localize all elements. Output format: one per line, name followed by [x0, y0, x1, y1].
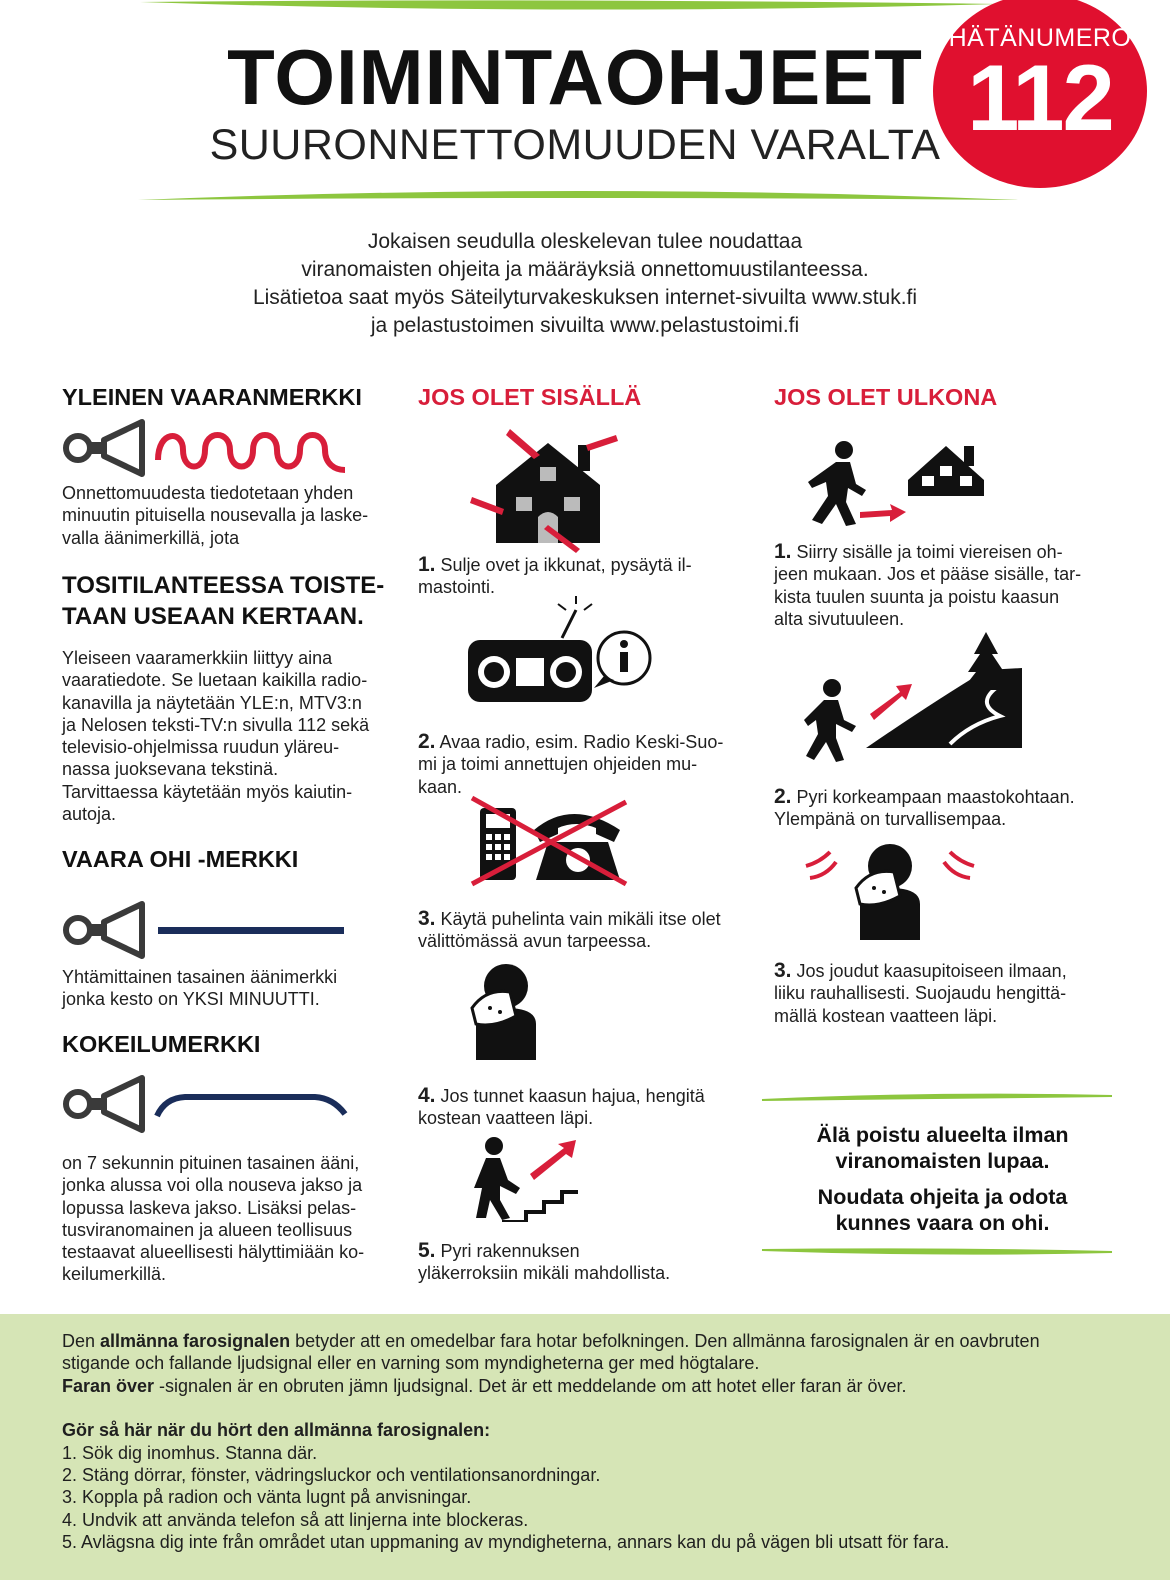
phone-crossed-icon: [468, 794, 633, 889]
siren-icon: [62, 418, 152, 480]
rising-falling-wave-icon: [155, 420, 350, 480]
indoors-heading: JOS OLET SISÄLLÄ: [418, 384, 642, 410]
indoors-step-4: 4. Jos tunnet kaasun hajua, hengitä kostean vaatteen läpi.: [418, 1084, 705, 1129]
notice-stay: Älä poistu alueelta ilman viranomaisten lupaa.: [816, 1123, 1069, 1173]
emergency-number: 112: [967, 45, 1113, 150]
notice-follow: Noudata ohjeita ja odota kunnes vaara on ohi.: [817, 1185, 1068, 1235]
swedish-list-item: 5. Avlägsna dig inte från området utan uppmaning av myndigheterna, annars kan du på vägen bli utsatt för fara.: [62, 1532, 950, 1553]
header-green-swoosh: [0, 186, 1170, 206]
page-title: TOIMINTAOHJEET: [227, 33, 923, 121]
general-signal-heading: YLEINEN VAARANMERKKI: [62, 384, 362, 410]
radio-icon: [466, 600, 656, 710]
outdoors-step-2: 2. Pyri korkeampaan maastokohtaan. Ylempänä on turvallisempaa.: [774, 785, 1075, 830]
person-hill-icon: [800, 632, 1030, 766]
siren-icon: [62, 1074, 152, 1136]
person-covering-face-icon: [800, 842, 985, 942]
outdoors-heading: JOS OLET ULKONA: [774, 384, 998, 410]
indoors-step-5: 5. Pyri rakennuksen yläkerroksiin mikäli mahdollista.: [418, 1239, 671, 1284]
info-icon: [594, 632, 650, 688]
swedish-list-item: 3. Koppla på radion och vänta lugnt på anvisningar.: [62, 1487, 472, 1508]
person-covering-face-icon: [466, 962, 550, 1062]
house-icon: [468, 425, 628, 555]
swedish-list-item: 2. Stäng dörrar, fönster, vädringsluckor och ventilationsanordningar.: [62, 1465, 601, 1486]
notice-green-swoosh-top: [760, 1092, 1120, 1106]
person-climbing-stairs-icon: [464, 1136, 584, 1222]
outdoors-step-1: 1. Siirry sisälle ja toimi viereisen oh- jeen mukaan. Jos et pääse sisälle, tar- kista tuulen suunta ja poistu kaasun alta sivutuuleen.: [774, 540, 1082, 629]
swedish-list-item: 4. Undvik att använda telefon så att linjerna inte blockeras.: [62, 1509, 529, 1530]
repeat-heading: TOSITILANTEESSA TOISTE- TAAN USEAAN KERTAAN.: [62, 572, 385, 630]
person-walking-icon: [800, 440, 1000, 530]
swedish-info-text: Den allmänna farosignalen betyder att en omedelbar fara hotar befolkningen. Den allmänna farosignalen är en oavbruten stigande och fallande ljudsignal eller en varning som myndigheterna ger med högtalare. Faran över -signalen är en obruten jämn ljudsignal. Det är ett meddelande om att hotet eller faran är över. Gör så här när du hört den allmänna farosignalen: 1. Sök dig inomhus. Stanna där. 2. Stäng dörrar, fönster, vädringsluckor och ventilationsanordningar. 3. Koppla på radion och vänta lugnt på anvisningar. 4. Undvik att använda telefon så att linjerna inte blockeras. 5. Avlägsna dig inte från området utan uppmaning av myndigheterna, annars kan du på vägen bli utsatt för fara.: [62, 1331, 1040, 1553]
swedish-list-item: 1. Sök dig inomhus. Stanna där.: [62, 1442, 318, 1463]
notice-green-swoosh-bottom: [760, 1244, 1120, 1258]
test-signal-text: on 7 sekunnin pituinen tasainen ääni, jonka alussa voi olla nouseva jakso ja lopussa laskeva jakso. Lisäksi pelas- tusviranomainen ja alueen teollisuus testaavat alueellisesti hälyttimiään ko- keilumerkillä.: [62, 1153, 365, 1285]
siren-icon: [62, 900, 152, 962]
indoors-step-3: 3. Käytä puhelinta vain mikäli itse olet välittömässä avun tarpeessa.: [418, 907, 721, 952]
indoors-step-1: 1. Sulje ovet ja ikkunat, pysäytä il- mastointi.: [418, 553, 692, 598]
emergency-number-badge: [933, 0, 1147, 188]
test-signal-line-icon: [155, 1092, 350, 1122]
steady-line-icon: [158, 926, 348, 936]
intro-text: Jokaisen seudulla oleskelevan tulee noudattaa viranomaisten ohjeita ja määräyksiä onnettomuustilanteessa. Lisätietoa saat myös Säteilyturvakeskuksen internet-sivuilta www.stuk.fi ja pelastustoimen sivuilta www.pelastustoimi.fi: [252, 230, 918, 337]
outdoors-step-3: 3. Jos joudut kaasupitoiseen ilmaan, liiku rauhallisesti. Suojaudu hengittä- mällä kostean vaatteen läpi.: [774, 959, 1067, 1026]
all-clear-text: Yhtämittainen tasainen äänimerkki jonka kesto on YKSI MINUUTTI.: [62, 967, 338, 1010]
general-signal-text: Onnettomuudesta tiedotetaan yhden minuutin pituisella nousevalla ja laske- valla äänimerkillä, jota: [62, 483, 369, 548]
emergency-label: HÄTÄNUMERO: [948, 24, 1132, 52]
tree-icon: [962, 632, 1010, 690]
repeat-text: Yleiseen vaaramerkkiin liittyy aina vaaratiedote. Se luetaan kaikilla radio- kanavilla ja näytetään YLE:n, MTV3:n ja Nelosen teksti-TV:n sivulla 112 sekä televisio-ohjelmissa ruudun yläreu- nassa juoksevana tekstinä. Tarvittaessa käytetään myös kaiutin- autoja.: [62, 648, 370, 825]
test-signal-heading: KOKEILUMERKKI: [62, 1031, 261, 1057]
indoors-step-2: 2. Avaa radio, esim. Radio Keski-Suo- mi ja toimi annettujen ohjeiden mu- kaan.: [418, 730, 724, 797]
page-subtitle: SUURONNETTOMUUDEN VARALTA: [209, 121, 941, 169]
all-clear-heading: VAARA OHI -MERKKI: [62, 846, 299, 872]
